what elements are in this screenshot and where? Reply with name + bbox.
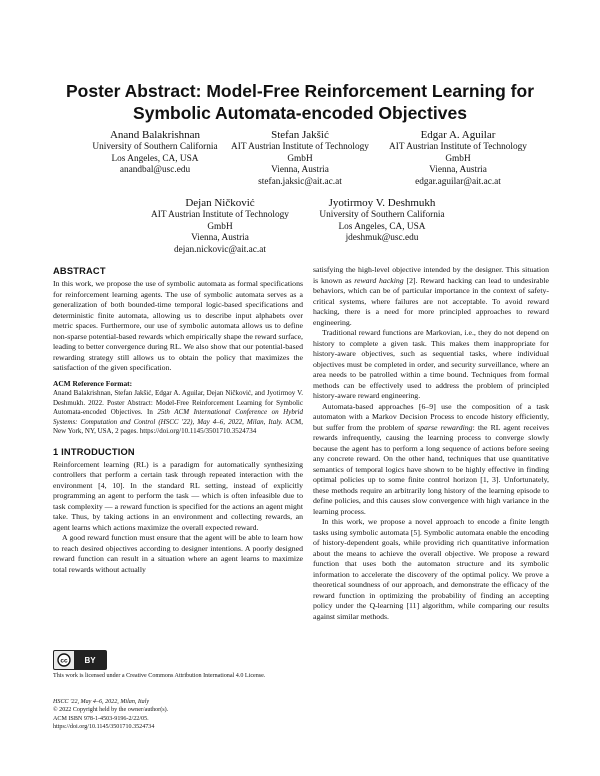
body-paragraph: In this work, we propose a novel approach to encode a finite length tasks using symbolic automata [5]. Symbolic automata enable the encoding of history-dependent goals, while providing rich quantitative information about the means to achieve the overall objective. We propose a reward function that uses both the automaton structure and its symbolic information to accelerate the discovery of the optimal policy. We prove a theoretical soundness of our approach, and demonstrate the efficacy of the reward function in optimizing the probability of finding an accepting policy under the Q-learning [11] algorithm, while comparing our results against similar methods.	[313, 517, 549, 621]
creative-commons-icon	[54, 651, 74, 669]
author-email[interactable]: edgar.aguilar@ait.ac.at	[415, 176, 501, 187]
author-location: Los Angeles, CA, USA	[338, 221, 426, 232]
author-email[interactable]: dejan.nickovic@ait.ac.at	[174, 244, 266, 255]
body-paragraph	[313, 265, 549, 328]
footer-info	[53, 698, 303, 731]
by-label: BY	[74, 651, 106, 669]
author-email[interactable]: jdeshmuk@usc.edu	[345, 233, 419, 243]
author-location: Los Angeles, CA, USA	[111, 153, 199, 164]
author-name: Stefan Jakšić	[271, 129, 329, 141]
author-name: Jyotirmoy V. Deshmukh	[328, 197, 436, 209]
footer-isbn: ACM ISBN 978-1-4503-9196-2/22/05.	[53, 715, 149, 722]
body-text: [2]. Reward hacking can lead to undesirable behaviors, which can be of particular importance in the context of safety-critical systems, where failures are not acceptable. To avoid reward hacking, there is a need for more principled approaches to reward engineering.	[313, 275, 549, 327]
reference-venue: 25th ACM International Conference on Hybrid Systems: Computation and Control (HSCC '22), May 4–6, 2022, Milan, Italy.	[53, 408, 303, 426]
author-affiliation: University of Southern California	[92, 142, 218, 152]
reference-tail[interactable]: ACM, New York, NY, USA, 2 pages. https://doi.org/10.1145/3501710.3524734	[53, 417, 304, 435]
introduction-heading: 1 INTRODUCTION	[53, 446, 135, 457]
author-name: Dejan Ničković	[185, 197, 255, 209]
author-affiliation: GmbH	[445, 153, 471, 164]
reference-format-text	[53, 389, 303, 437]
cc-label: cc	[60, 657, 68, 665]
author-affiliation: AIT Austrian Institute of Technology	[151, 210, 289, 220]
right-column	[313, 265, 549, 735]
introduction-paragraph: Reinforcement learning (RL) is a paradigm for automatically synthesizing controllers that perform a certain task through repeated interaction with the environment [4, 10]. In the standard RL setting, instead of explicitly programming an agent to perform the task — which is often infeasible due to task complexity — a reward function is specified for the actions an agent might take. Thus, by taking actions in an environment and collecting rewards, an agent learns which actions maximize the overall expected reward.	[53, 459, 303, 532]
author-location: Vienna, Austria	[191, 233, 249, 243]
reference-format-heading: ACM Reference Format:	[53, 378, 133, 388]
author-location: Vienna, Austria	[271, 165, 329, 175]
introduction-paragraph: A good reward function must ensure that the agent will be able to learn how to reach desired objectives according to designer intentions. A poorly designed reward function can result in a situation where an agent learns to maximize total rewards without actually	[53, 533, 303, 574]
author-location: Vienna, Austria	[429, 165, 487, 175]
abstract-heading: ABSTRACT	[53, 266, 106, 276]
footer-conference: HSCC '22, May 4–6, 2022, Milan, Italy	[53, 699, 150, 705]
author-email[interactable]: anandbal@usc.edu	[119, 165, 191, 175]
body-text: satisfying the high-level objective intended by the designer. This situation is known as	[313, 265, 549, 285]
author-block	[292, 196, 472, 245]
emphasis-text: sparse rewarding	[417, 422, 473, 432]
author-block	[368, 128, 548, 188]
author-block	[210, 128, 390, 188]
license-badge-row	[53, 650, 303, 670]
body-paragraph	[313, 402, 549, 518]
abstract-text: In this work, we propose the use of symbolic automata as formal specifications for reinforcement learning agents. The use of symbolic automata serves as a generalization of both bounded-time temporal logic-based specifications and deterministic finite automata, allowing us to describe input alphabets over metric spaces. Furthermore, our use of symbolic automata allows us to define non-sparse potential-based rewards which empirically shape the reward surface, leading to better convergence during RL. We also show that our potential-based rewarding strategy still allows us to obtain the policy that maximizes the satisfaction of the given specification.	[53, 279, 303, 372]
footer-copyright: © 2022 Copyright held by the owner/author(s).	[53, 707, 169, 714]
footer-doi[interactable]: https://doi.org/10.1145/3501710.3524734	[53, 723, 155, 730]
reference-authors: Anand Balakrishnan, Stefan Jakšić, Edgar A. Aguilar, Dejan Ničković, and Jyotirmoy V. Deshmukh. 2022. Poster Abstract: Model-Free Reinforcement Learning for Symbolic Automata-encoded Objectives. In	[53, 389, 303, 416]
author-email[interactable]: stefan.jaksic@ait.ac.at	[258, 176, 342, 187]
author-block	[130, 196, 310, 256]
author-name: Anand Balakrishnan	[109, 129, 201, 141]
author-affiliation: AIT Austrian Institute of Technology	[231, 142, 369, 152]
author-affiliation: University of Southern California	[319, 210, 445, 220]
author-affiliation: GmbH	[207, 221, 233, 232]
cc-by-badge[interactable]	[53, 650, 107, 670]
author-affiliation: GmbH	[287, 153, 313, 164]
author-affiliation: AIT Austrian Institute of Technology	[389, 142, 527, 152]
emphasis-text: reward hacking	[354, 275, 404, 285]
body-paragraph: Traditional reward functions are Markovian, i.e., they do not depend on history to complete a given task. This makes them inappropriate for history-aware objectives, such as sequential tasks, where individual objectives must be completed in order, and security surveillance, where an area needs to be patrolled within a time bound. Techniques from formal methods can be effectively used to address the problem of principled history-aware reward engineering.	[313, 328, 549, 400]
body-text: : the RL agent receives rewards infrequently, causing the learning process to converge slowly because the agent has to perform a long sequence of actions before seeing any concrete reward. On the other hand, techniques that use quantitative semantics of temporal logics have shown to be highly effective in finding optimal policies up to some finite control horizon [1, 3]. Unfortunately, these methods require an arbitrarily long history of the learning episode to define policies, and this causes slow convergence with high variance in the learning process.	[313, 422, 549, 516]
paper-title: Poster Abstract: Model-Free Reinforcement Learning for Symbolic Automata-encoded Objectives	[65, 81, 535, 123]
license-note	[53, 672, 303, 680]
license-text: This work is licensed under a Creative Commons Attribution International 4.0 License.	[53, 673, 266, 679]
author-name: Edgar A. Aguilar	[420, 129, 496, 141]
left-column	[53, 265, 303, 645]
body-text: Automata-based approaches [6–9] use the composition of a task automaton with a Markov Decision Process to encode history efficiently, but suffer from the problem of	[313, 401, 549, 432]
